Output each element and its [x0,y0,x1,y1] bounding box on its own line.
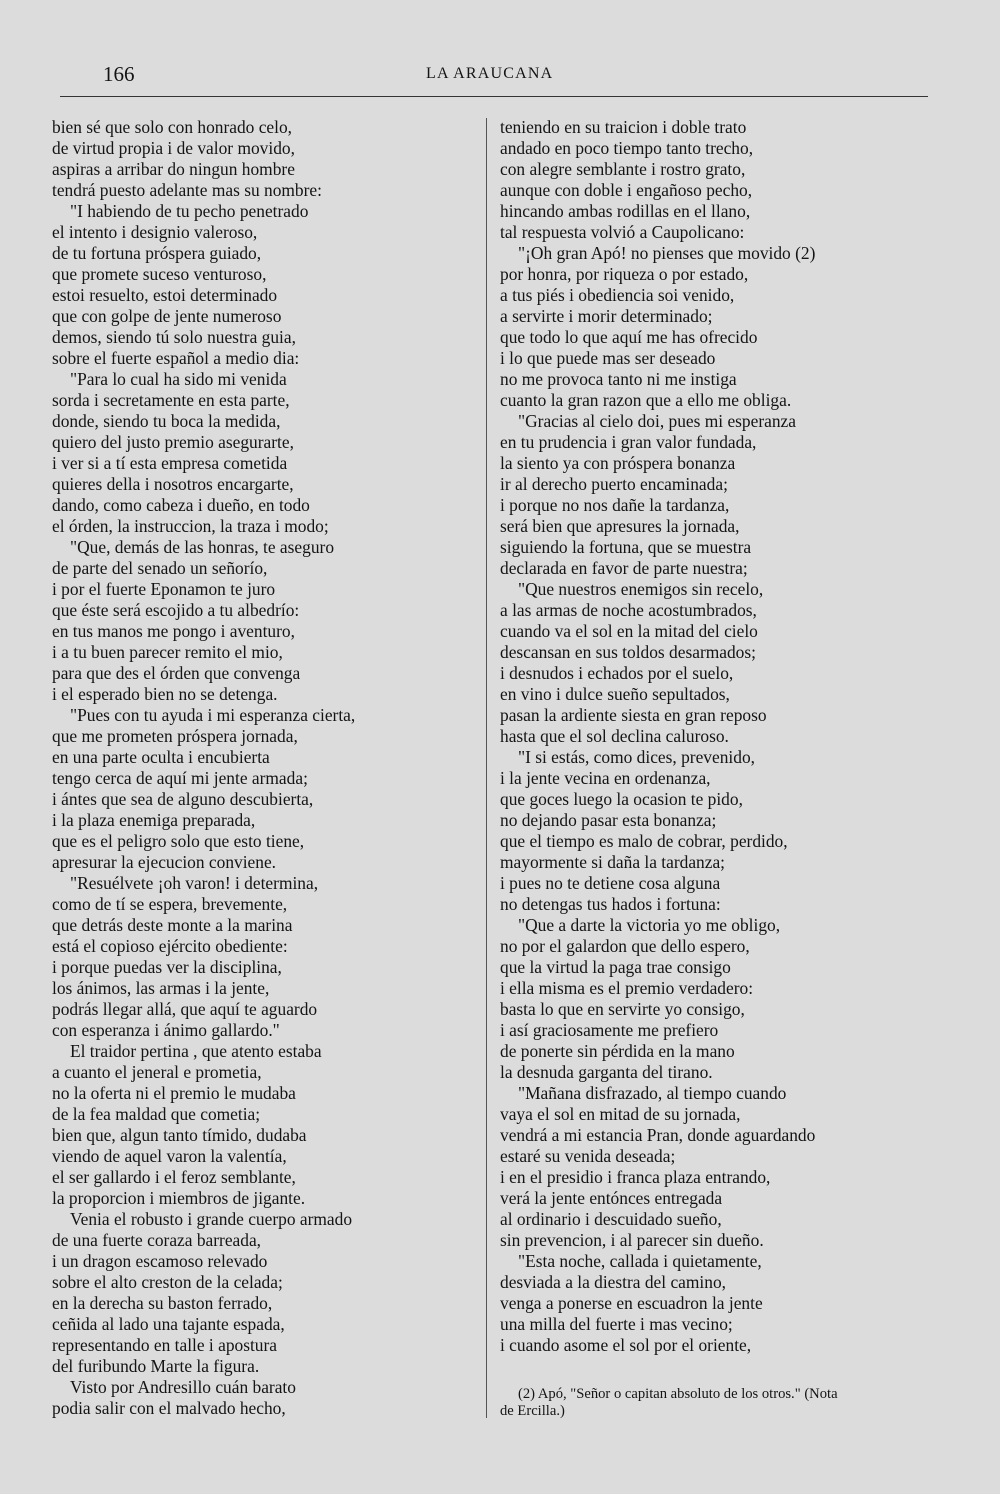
footnote-line: de Ercilla.) [500,1403,565,1419]
verse-line: quieres della i nosotros encargarte, [52,474,294,494]
verse-line: que goces luego la ocasion te pido, [500,789,743,809]
verse-line: estaré su venida deseada; [500,1146,676,1166]
verse-line: a cuanto el jeneral e prometia, [52,1062,262,1082]
verse-line: quiero del justo premio asegurarte, [52,432,294,452]
verse-line: a las armas de noche acostumbrados, [500,600,757,620]
verse-line: "Gracias al cielo doi, pues mi esperanza [518,411,796,431]
verse-line: que promete suceso venturoso, [52,264,267,284]
running-title: LA ARAUCANA [426,65,554,82]
verse-line: demos, siendo tú solo nuestra guia, [52,327,296,347]
verse-line: i lo que puede mas ser deseado [500,348,716,368]
verse-line: Venia el robusto i grande cuerpo armado [70,1209,353,1229]
verse-line: i la jente vecina en ordenanza, [500,768,711,788]
verse-line: que el tiempo es malo de cobrar, perdido, [500,831,788,851]
verse-line: teniendo en su traicion i doble trato [500,117,747,137]
verse-line: "Pues con tu ayuda i mi esperanza cierta, [70,705,356,725]
verse-line: para que des el órden que convenga [52,663,301,683]
verse-line: i cuando asome el sol por el oriente, [500,1335,752,1355]
verse-line: apresurar la ejecucion conviene. [52,852,277,872]
verse-line: con alegre semblante i rostro grato, [500,159,746,179]
verse-line: con esperanza i ánimo gallardo." [52,1020,280,1040]
verse-line: pasan la ardiente siesta en gran reposo [500,705,767,725]
verse-line: bien que, algun tanto tímido, dudaba [52,1125,307,1145]
verse-line: sobre el fuerte español a medio dia: [52,348,300,368]
verse-line: declarada en favor de parte nuestra; [500,558,748,578]
verse-line: no detengas tus hados i fortuna: [500,894,721,914]
footnote [500,1386,940,1420]
verse-line: como de tí se espera, brevemente, [52,894,288,914]
verse-line: no me provoca tanto ni me instiga [500,369,737,389]
verse-line: sobre el alto creston de la celada; [52,1272,283,1292]
verse-line: El traidor pertina , que atento estaba [70,1041,322,1061]
verse-line: mayormente si daña la tardanza; [500,852,726,872]
verse-line: i ver si a tí esta empresa cometida [52,453,288,473]
verse-line: venga a ponerse en escuadron la jente [500,1293,763,1313]
verse-line: en vino i dulce sueño sepultados, [500,684,730,704]
verse-line: basta lo que en servirte yo consigo, [500,999,745,1019]
verse-line: que todo lo que aquí me has ofrecido [500,327,758,347]
verse-line: de tu fortuna próspera guiado, [52,243,262,263]
verse-line: i ella misma es el premio verdadero: [500,978,754,998]
verse-line: será bien que apresures la jornada, [500,516,740,536]
verse-line: podia salir con el malvado hecho, [52,1398,286,1418]
verse-line: vendrá a mi estancia Pran, donde aguardando [500,1125,816,1145]
verse-line: en tu prudencia i gran valor fundada, [500,432,757,452]
verse-line: donde, siendo tu boca la medida, [52,411,281,431]
verse-line: "Que nuestros enemigos sin recelo, [518,579,764,599]
verse-line: "Que a darte la victoria yo me obligo, [518,915,781,935]
verse-line: i la plaza enemiga preparada, [52,810,256,830]
verse-line: viendo de aquel varon la valentía, [52,1146,287,1166]
verse-line: el ser gallardo i el feroz semblante, [52,1167,296,1187]
verse-line: la siento ya con próspera bonanza [500,453,736,473]
verse-line: desviada a la diestra del camino, [500,1272,726,1292]
verse-line: está el copioso ejército obediente: [52,936,288,956]
verse-line: no dejando pasar esta bonanza; [500,810,717,830]
verse-line: descansan en sus toldos desarmados; [500,642,756,662]
verse-line: de ponerte sin pérdida en la mano [500,1041,735,1061]
verse-line: que la virtud la paga trae consigo [500,957,731,977]
verse-line: representando en talle i apostura [52,1335,278,1355]
verse-line: los ánimos, las armas i la jente, [52,978,270,998]
verse-line: en la derecha su baston ferrado, [52,1293,273,1313]
verse-line: Visto por Andresillo cuán barato [70,1377,296,1397]
verse-line: i a tu buen parecer remito el mio, [52,642,283,662]
verse-line: ir al derecho puerto encaminada; [500,474,728,494]
verse-line: verá la jente entónces entregada [500,1188,723,1208]
verse-line: el intento i designio valeroso, [52,222,258,242]
verse-line: la desnuda garganta del tirano. [500,1062,713,1082]
column-divider [486,118,487,1418]
verse-line: "Que, demás de las honras, te aseguro [70,537,335,557]
verse-line: sin prevencion, i al parecer sin dueño. [500,1230,764,1250]
verse-line: i en el presidio i franca plaza entrando, [500,1167,771,1187]
verse-line: de parte del senado un señorío, [52,558,268,578]
verse-line: i porque puedas ver la disciplina, [52,957,282,977]
verse-line: una milla del fuerte i mas vecino; [500,1314,733,1334]
verse-line: no por el galardon que dello espero, [500,936,750,956]
verse-line: cuando va el sol en la mitad del cielo [500,621,758,641]
verse-line: del furibundo Marte la figura. [52,1356,260,1376]
verse-line: tengo cerca de aquí mi jente armada; [52,768,308,788]
right-column [500,117,940,1356]
verse-line: ceñida al lado una tajante espada, [52,1314,285,1334]
verse-line: de la fea maldad que cometia; [52,1104,261,1124]
verse-line: de una fuerte coraza barreada, [52,1230,262,1250]
verse-line: podrás llegar allá, que aquí te aguardo [52,999,318,1019]
verse-line: a servirte i morir determinado; [500,306,713,326]
verse-line: a tus piés i obediencia soi venido, [500,285,735,305]
verse-line: el órden, la instruccion, la traza i modo; [52,516,329,536]
verse-line: hasta que el sol declina caluroso. [500,726,729,746]
verse-line: bien sé que solo con honrado celo, [52,117,293,137]
page-number: 166 [103,62,135,86]
verse-line: la proporcion i miembros de jigante. [52,1188,306,1208]
verse-line: de virtud propia i de valor movido, [52,138,295,158]
verse-line: aspiras a arribar do ningun hombre [52,159,295,179]
footnote-line: (2) Apó, "Señor o capitan absoluto de los otros." (Nota [518,1386,838,1402]
verse-line: i un dragon escamoso relevado [52,1251,268,1271]
verse-line: que es el peligro solo que esto tiene, [52,831,305,851]
verse-line: aunque con doble i engañoso pecho, [500,180,753,200]
verse-line: tendrá puesto adelante mas su nombre: [52,180,322,200]
verse-line: hincando ambas rodillas en el llano, [500,201,751,221]
verse-line: i así graciosamente me prefiero [500,1020,719,1040]
verse-line: vaya el sol en mitad de su jornada, [500,1104,741,1124]
verse-line: i ántes que sea de alguno descubierta, [52,789,314,809]
verse-line: estoi resuelto, estoi determinado [52,285,278,305]
verse-line: en una parte oculta i encubierta [52,747,270,767]
verse-line: i el esperado bien no se detenga. [52,684,278,704]
verse-line: siguiendo la fortuna, que se muestra [500,537,752,557]
verse-line: que con golpe de jente numeroso [52,306,282,326]
verse-line: i porque no nos dañe la tardanza, [500,495,730,515]
verse-line: i pues no te detiene cosa alguna [500,873,721,893]
verse-line: andado en poco tiempo tanto trecho, [500,138,754,158]
verse-line: al ordinario i descuidado sueño, [500,1209,722,1229]
verse-line: tal respuesta volvió a Caupolicano: [500,222,745,242]
verse-line: en tus manos me pongo i aventuro, [52,621,295,641]
left-column [52,117,472,1419]
verse-line: por honra, por riqueza o por estado, [500,264,749,284]
verse-line: no la oferta ni el premio le mudaba [52,1083,296,1103]
verse-line: cuanto la gran razon que a ello me obliga. [500,390,792,410]
header-rule [60,96,928,97]
verse-line: "¡Oh gran Apó! no pienses que movido (2) [518,243,816,263]
verse-line: dando, como cabeza i dueño, en todo [52,495,310,515]
verse-line: "Mañana disfrazado, al tiempo cuando [518,1083,787,1103]
verse-line: i desnudos i echados por el suelo, [500,663,734,683]
verse-line: sorda i secretamente en esta parte, [52,390,290,410]
verse-line: "I habiendo de tu pecho penetrado [70,201,309,221]
verse-line: "Esta noche, callada i quietamente, [518,1251,762,1271]
verse-line: que detrás deste monte a la marina [52,915,293,935]
verse-line: que me prometen próspera jornada, [52,726,298,746]
verse-line: "I si estás, como dices, prevenido, [518,747,755,767]
verse-line: "Resuélvete ¡oh varon! i determina, [70,873,319,893]
verse-line: "Para lo cual ha sido mi venida [70,369,287,389]
verse-line: que éste será escojido a tu albedrío: [52,600,300,620]
verse-line: i por el fuerte Eponamon te juro [52,579,276,599]
